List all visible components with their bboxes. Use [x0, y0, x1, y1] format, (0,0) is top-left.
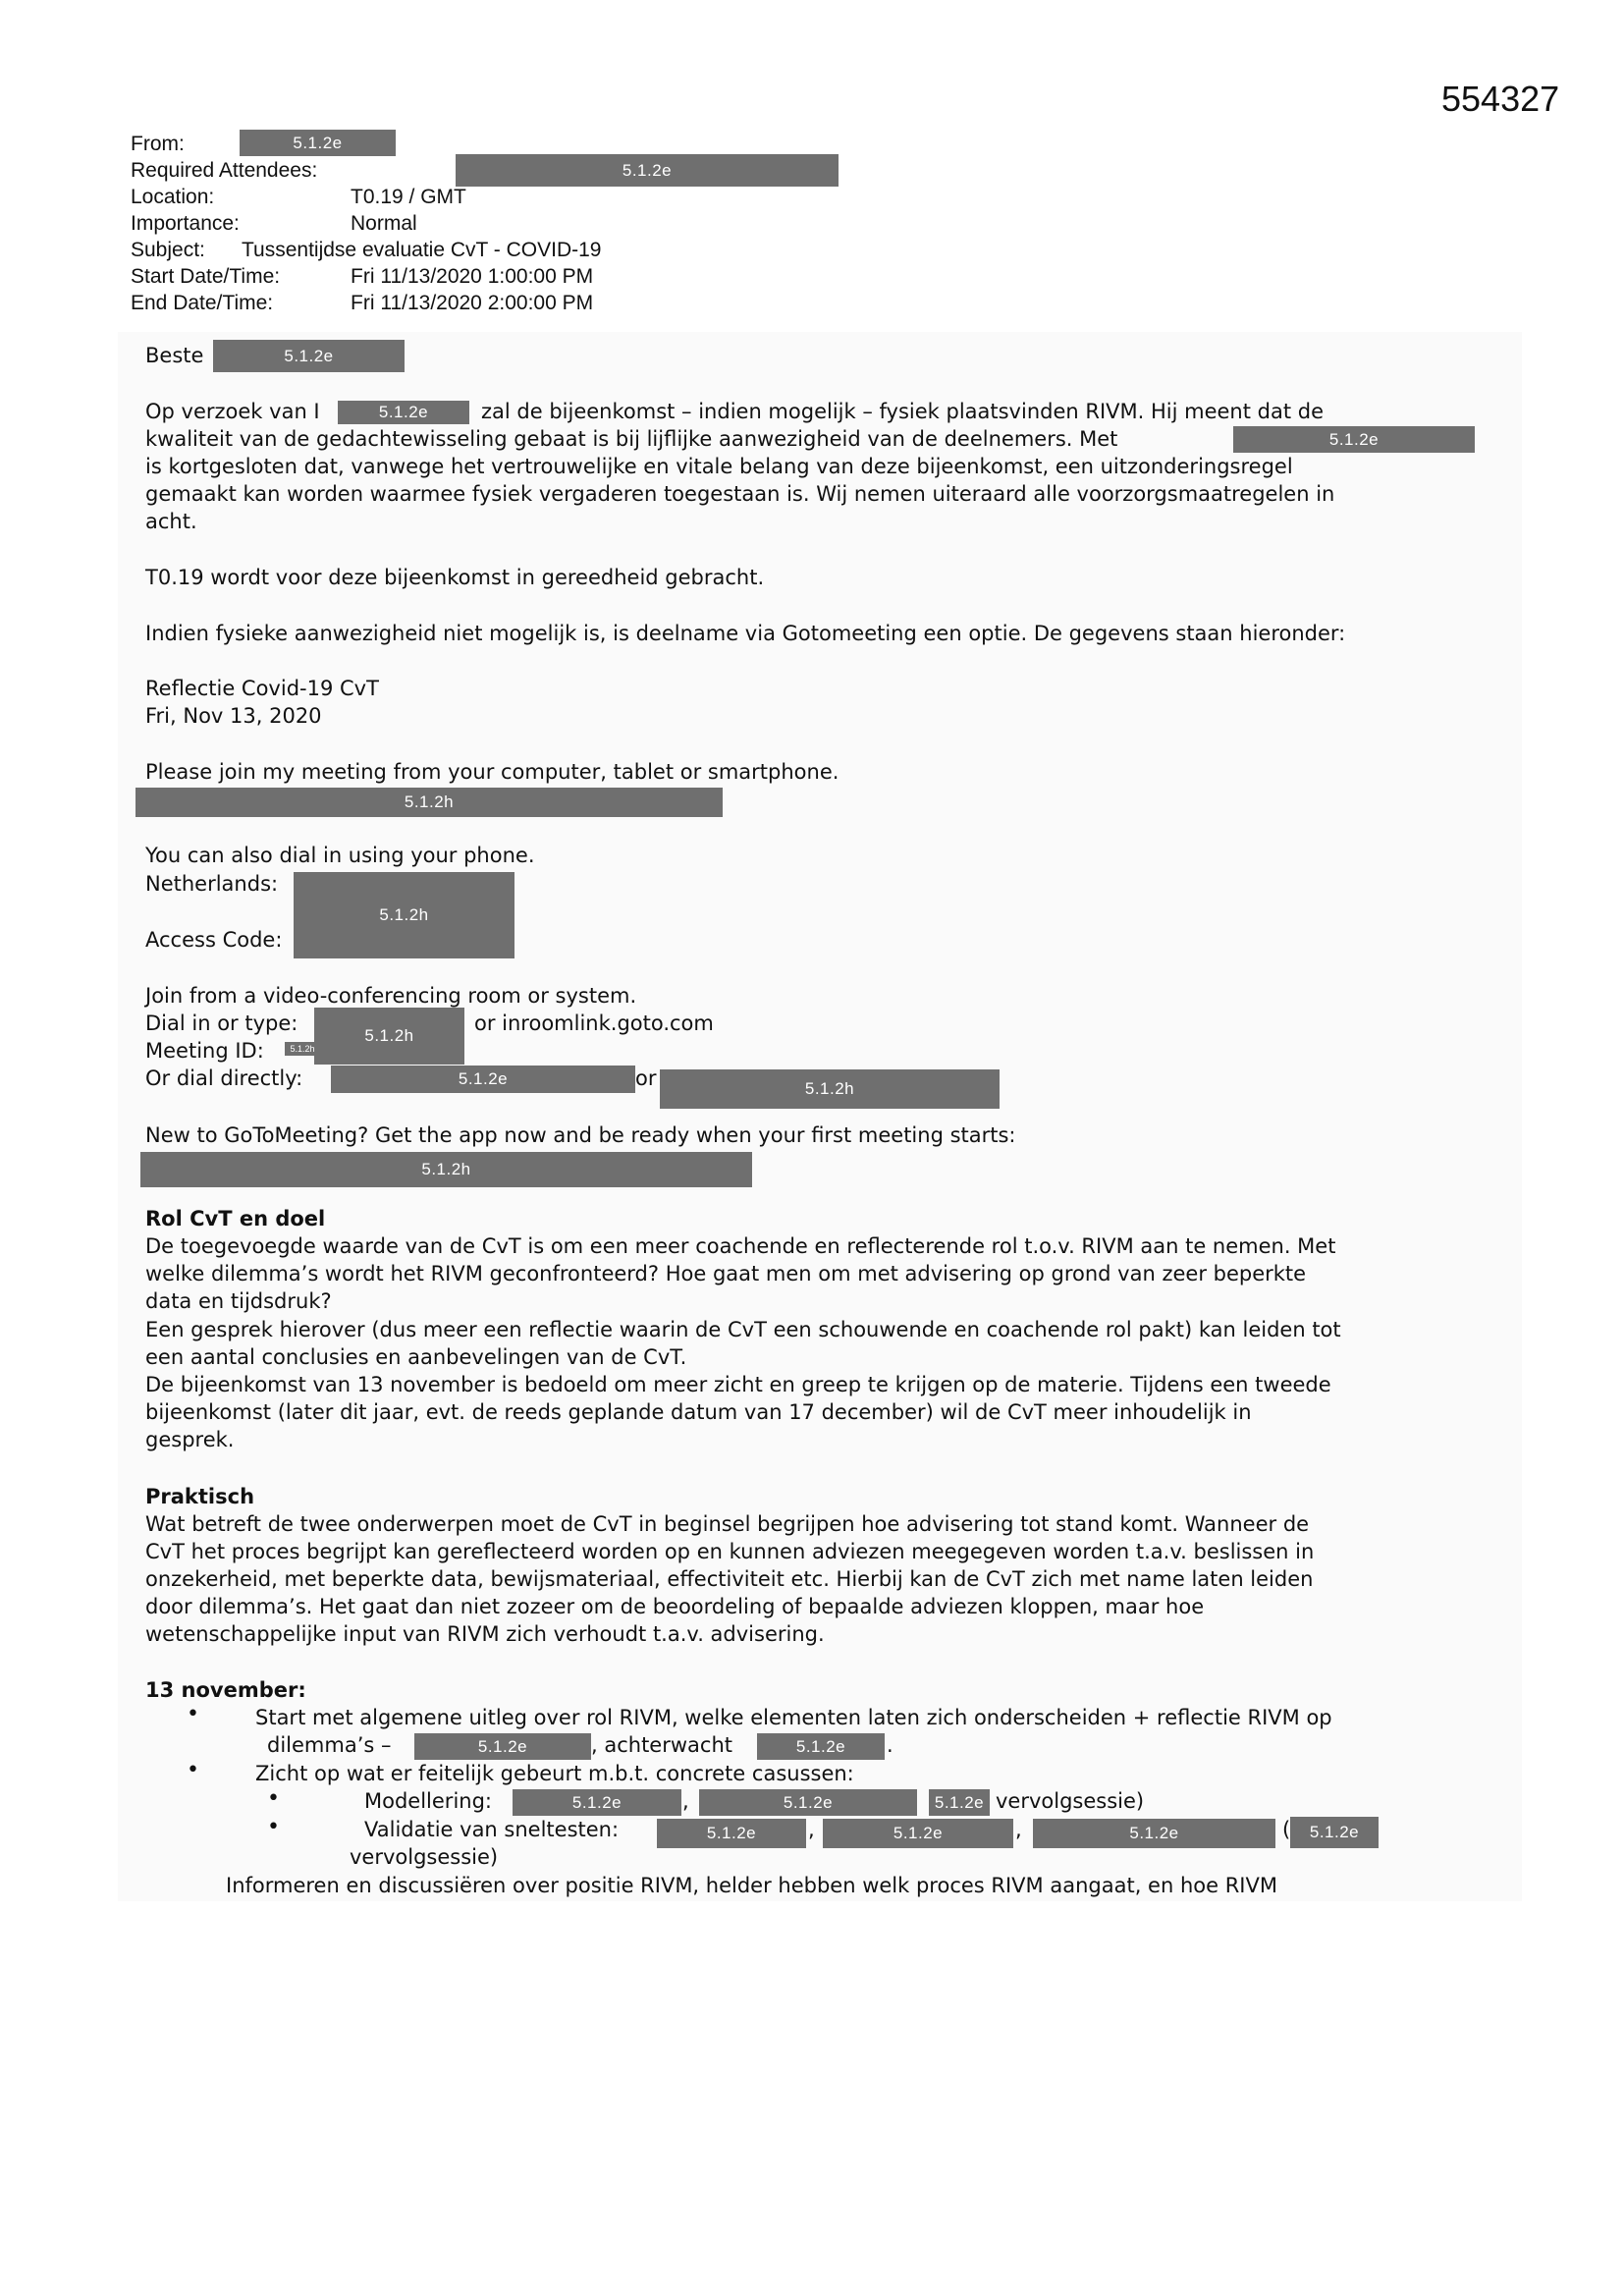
- redaction-p1-met: 5.1.2e: [1233, 426, 1475, 453]
- p1-line1b: zal de bijeenkomst – indien mogelijk – fysiek plaatsvinden RIVM. Hij meent dat de: [481, 400, 1324, 423]
- meeting-date: Fri, Nov 13, 2020: [145, 704, 322, 728]
- attendees-label: Required Attendees:: [131, 159, 318, 182]
- redaction-join-link: 5.1.2h: [135, 788, 723, 817]
- bullet1-line2b: , achterwacht: [591, 1733, 732, 1757]
- redaction-dilemmas: 5.1.2e: [414, 1733, 591, 1760]
- redaction-greeting: 5.1.2e: [213, 340, 405, 372]
- subject-label: Subject:: [131, 239, 205, 261]
- closing-line: Informeren en discussiëren over positie RIVM, helder hebben welk proces RIVM aangaat, en hoe RIVM: [226, 1874, 1277, 1897]
- new-to-text: New to GoToMeeting? Get the app now and be ready when your first meeting starts:: [145, 1123, 1016, 1147]
- access-code-label: Access Code:: [145, 928, 283, 952]
- p3: Indien fysieke aanwezigheid niet mogelijk is, is deelname via Gotomeeting een optie. De gegevens staan hieronder:: [145, 622, 1346, 645]
- p1-line3: is kortgesloten dat, vanwege het vertrouwelijke en vitale belang van deze bijeenkomst, een uitzonderingsregel: [145, 455, 1293, 478]
- nov-heading: 13 november:: [145, 1678, 306, 1702]
- redaction-meeting-id: 5.1.2h: [285, 1042, 320, 1056]
- rol-line2: welke dilemma’s wordt het RIVM geconfronteerd? Hoe gaat men om met advisering op grond van zeer beperkte: [145, 1262, 1307, 1285]
- location-label: Location:: [131, 186, 215, 208]
- dial-text: You can also dial in using your phone.: [145, 844, 535, 867]
- validatie-paren: (: [1282, 1818, 1291, 1841]
- location-value: T0.19 / GMT: [351, 186, 466, 208]
- redaction-validatie-1: 5.1.2e: [657, 1819, 806, 1848]
- dial-direct-label: Or dial directly:: [145, 1066, 303, 1090]
- p1-line2: kwaliteit van de gedachtewisseling gebaat is bij lijflijke aanwezigheid van de deelnemers. Met: [145, 427, 1118, 451]
- modellering-label: Modellering:: [364, 1789, 492, 1813]
- importance-value: Normal: [351, 212, 417, 235]
- bullet1-line2a: dilemma’s –: [267, 1733, 392, 1757]
- modellering-comma: ,: [682, 1789, 689, 1813]
- document-number: 554327: [1441, 79, 1560, 119]
- rol-line4: Een gesprek hierover (dus meer een reflectie waarin de CvT een schouwende en coachende rol pakt) kan leiden tot: [145, 1318, 1341, 1341]
- sub-bullet-1: •: [267, 1786, 280, 1811]
- redaction-p1-name: 5.1.2e: [338, 401, 469, 424]
- bullet1-line1: Start met algemene uitleg over rol RIVM, welke elementen laten zich onderscheiden + reflectie RIVM op: [255, 1706, 1332, 1729]
- dial-type-suffix: or inroomlink.goto.com: [474, 1011, 714, 1035]
- greeting: Beste: [145, 344, 204, 367]
- video-text: Join from a video-conferencing room or system.: [145, 984, 637, 1008]
- sub-bullet-2: •: [267, 1815, 280, 1839]
- modellering-suffix: vervolgsessie): [996, 1789, 1145, 1813]
- end-label: End Date/Time:: [131, 292, 274, 314]
- rol-line8: gesprek.: [145, 1428, 235, 1451]
- redaction-dial-type: 5.1.2h: [314, 1008, 464, 1065]
- rol-heading: Rol CvT en doel: [145, 1207, 326, 1230]
- redaction-modellering-2: 5.1.2e: [699, 1789, 917, 1816]
- bullet-1: •: [187, 1702, 199, 1726]
- p1-line5: acht.: [145, 510, 197, 533]
- redaction-dial-direct-2: 5.1.2h: [660, 1069, 1000, 1109]
- prak-line4: door dilemma’s. Het gaat dan niet zozeer om de beoordeling of bepaalde adviezen kloppen, maar hoe: [145, 1595, 1205, 1618]
- validatie-comma1: ,: [808, 1818, 815, 1841]
- redaction-app-link: 5.1.2h: [140, 1152, 752, 1187]
- bullet1-line2c: .: [887, 1733, 893, 1757]
- validatie-line2: vervolgsessie): [350, 1845, 499, 1869]
- subject-value: Tussentijdse evaluatie CvT - COVID-19: [242, 239, 602, 261]
- meeting-id-label: Meeting ID:: [145, 1039, 264, 1063]
- redaction-achterwacht: 5.1.2e: [757, 1733, 885, 1760]
- dial-direct-or: or: [635, 1066, 657, 1090]
- start-value: Fri 11/13/2020 1:00:00 PM: [351, 265, 594, 288]
- importance-label: Importance:: [131, 212, 240, 235]
- join-text: Please join my meeting from your computer, tablet or smartphone.: [145, 760, 839, 784]
- rol-line3: data en tijdsdruk?: [145, 1289, 332, 1313]
- redaction-dial-direct-1: 5.1.2e: [331, 1066, 635, 1093]
- prak-line1: Wat betreft de twee onderwerpen moet de CvT in beginsel begrijpen hoe advisering tot stand komt. Wanneer de: [145, 1512, 1310, 1536]
- netherlands-label: Netherlands:: [145, 872, 279, 896]
- rol-line1: De toegevoegde waarde van de CvT is om een meer coachende en reflecterende rol t.o.v. RIVM aan te nemen. Met: [145, 1234, 1336, 1258]
- p1-line1a: Op verzoek van I: [145, 400, 320, 423]
- redaction-validatie-3: 5.1.2e: [1033, 1819, 1275, 1848]
- redaction-from: 5.1.2e: [240, 130, 396, 156]
- p2: T0.19 wordt voor deze bijeenkomst in gereedheid gebracht.: [145, 566, 765, 589]
- redaction-attendees: 5.1.2e: [456, 154, 839, 187]
- redaction-validatie-4: 5.1.2e: [1290, 1817, 1379, 1848]
- rol-line5: een aantal conclusies en aanbevelingen van de CvT.: [145, 1345, 687, 1369]
- redaction-validatie-2: 5.1.2e: [823, 1819, 1013, 1848]
- redaction-modellering-3: 5.1.2e: [929, 1789, 990, 1816]
- rol-line6: De bijeenkomst van 13 november is bedoeld om meer zicht en greep te krijgen op de materie. Tijdens een tweede: [145, 1373, 1331, 1396]
- p1-line4: gemaakt kan worden waarmee fysiek vergaderen toegestaan is. Wij nemen uiteraard alle voorzorgsmaatregelen in: [145, 482, 1335, 506]
- end-value: Fri 11/13/2020 2:00:00 PM: [351, 292, 594, 314]
- prak-line3: onzekerheid, met beperkte data, bewijsmateriaal, effectiviteit etc. Hierbij kan de CvT zich met name laten leiden: [145, 1567, 1314, 1591]
- from-label: From:: [131, 133, 185, 155]
- validatie-label: Validatie van sneltesten:: [364, 1818, 620, 1841]
- rol-line7: bijeenkomst (later dit jaar, evt. de reeds geplande datum van 17 december) wil de CvT meer inhoudelijk in: [145, 1400, 1252, 1424]
- prak-line5: wetenschappelijke input van RIVM zich verhoudt t.a.v. advisering.: [145, 1622, 825, 1646]
- bullet2-line: Zicht op wat er feitelijk gebeurt m.b.t. concrete casussen:: [255, 1762, 854, 1785]
- meeting-title: Reflectie Covid-19 CvT: [145, 677, 379, 700]
- bullet-2: •: [187, 1758, 199, 1782]
- prak-line2: CvT het proces begrijpt kan gereflecteerd worden op en kunnen adviezen meegegeven worden t.a.v. beslissen in: [145, 1540, 1315, 1563]
- start-label: Start Date/Time:: [131, 265, 281, 288]
- validatie-comma2: ,: [1015, 1818, 1022, 1841]
- redaction-modellering-1: 5.1.2e: [513, 1789, 681, 1816]
- prak-heading: Praktisch: [145, 1485, 255, 1508]
- dial-type-label: Dial in or type:: [145, 1011, 298, 1035]
- redaction-phone-access: 5.1.2h: [294, 872, 514, 958]
